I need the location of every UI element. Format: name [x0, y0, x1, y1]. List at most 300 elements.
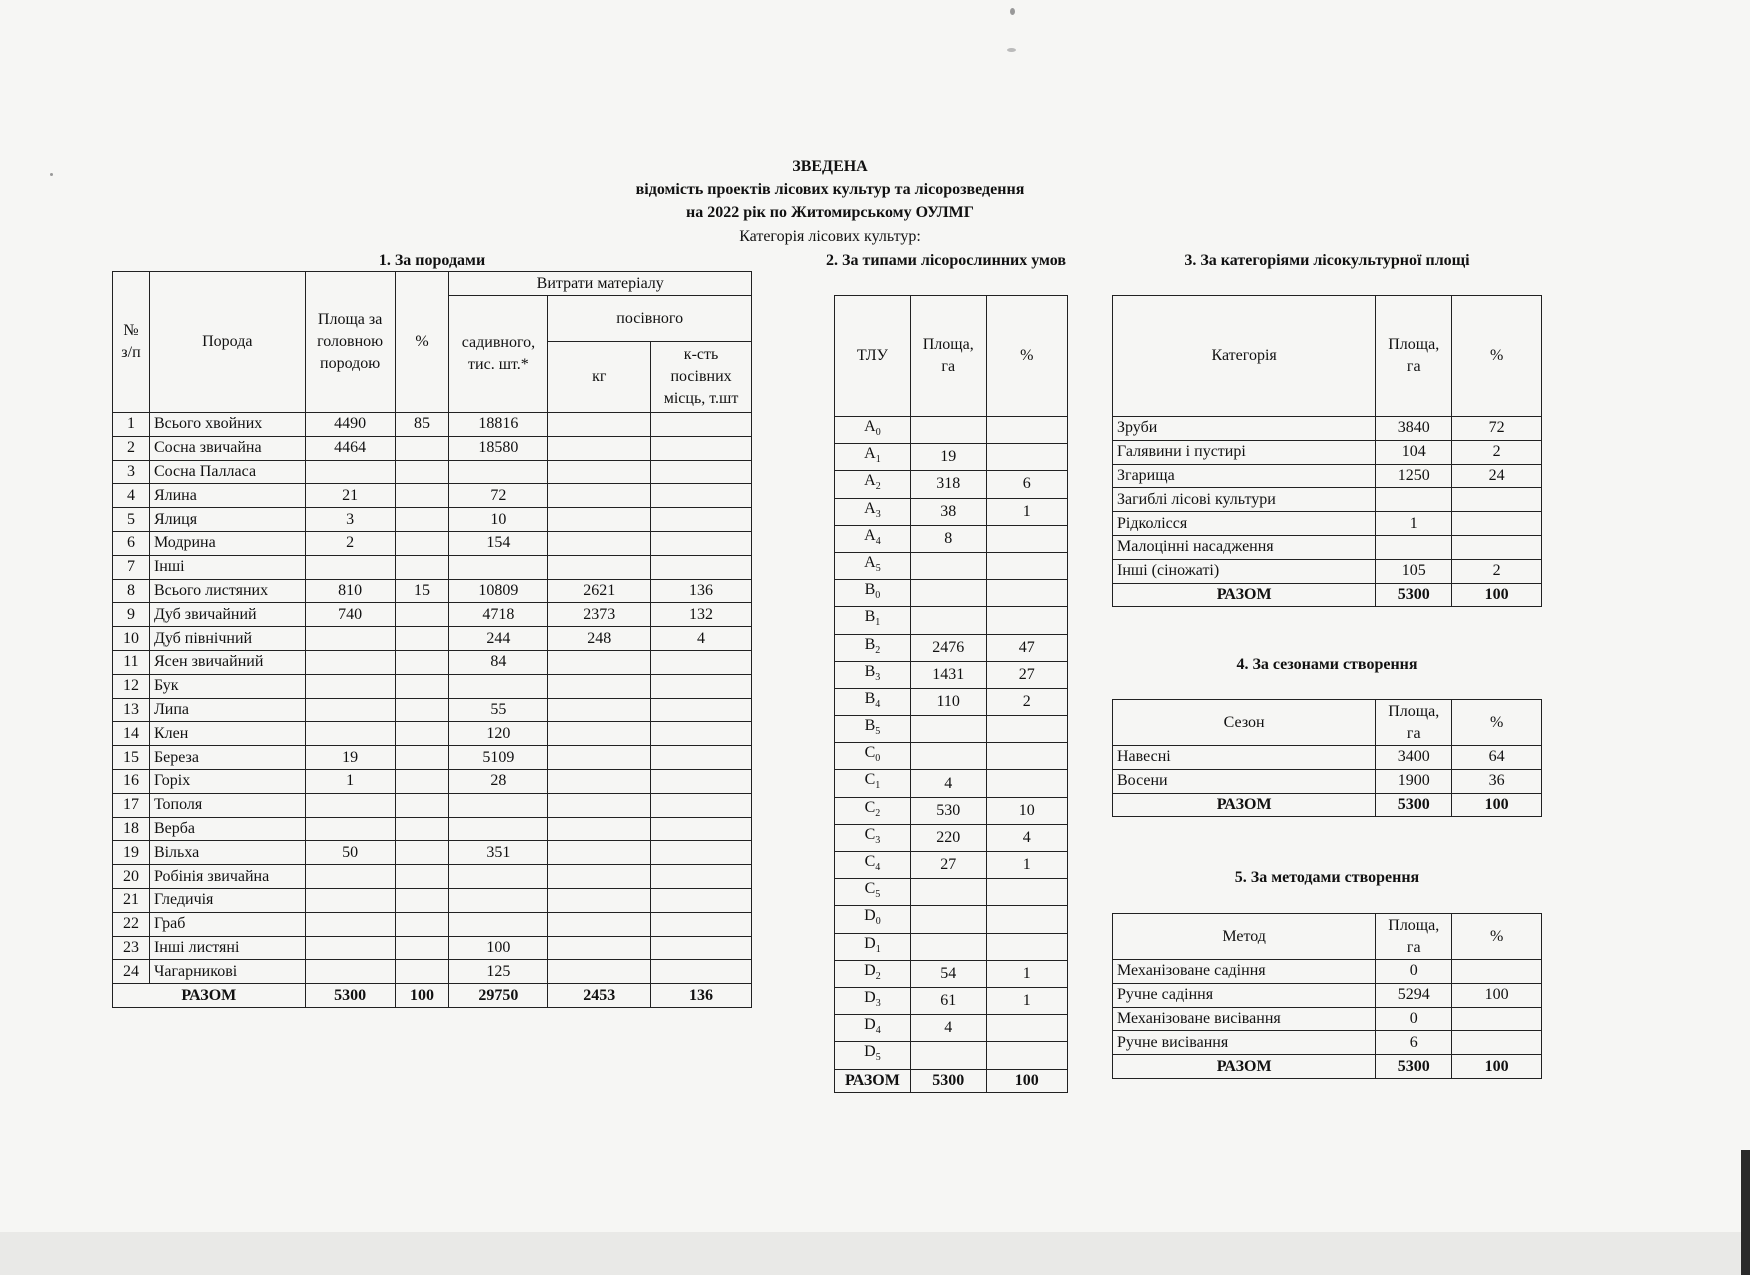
row-number: 20 — [113, 865, 150, 889]
species-area — [305, 865, 395, 889]
tlu-table — [834, 295, 1068, 1093]
seasons-area: 1900 — [1376, 769, 1452, 793]
species-planting: 100 — [449, 936, 548, 960]
row-number: 13 — [113, 698, 150, 722]
species-name: Сосна звичайна — [149, 436, 305, 460]
tlu-area: 54 — [910, 960, 986, 987]
tlu-code — [835, 797, 911, 824]
species-area — [305, 555, 395, 579]
tlu-pct — [986, 580, 1067, 607]
col-area-header: Площа за головною породою — [305, 272, 395, 413]
tlu-index: 4 — [875, 699, 881, 711]
tlu-code — [835, 661, 911, 688]
species-planting: 28 — [449, 769, 548, 793]
species-planting: 10809 — [449, 579, 548, 603]
tlu-index: 0 — [875, 590, 881, 602]
species-pct — [395, 841, 449, 865]
tlu-pct: 2 — [986, 688, 1067, 715]
species-kg — [548, 650, 651, 674]
tlu-letter: D — [864, 1016, 876, 1034]
tlu-letter: D — [864, 988, 876, 1006]
species-name: Верба — [149, 817, 305, 841]
tlu-letter: D — [864, 934, 876, 952]
methods-name: Механізоване висівання — [1113, 1007, 1376, 1031]
method-pct-header: % — [1452, 914, 1542, 960]
species-pct — [395, 698, 449, 722]
scan-speck — [50, 173, 53, 176]
species-pct: 85 — [395, 413, 449, 437]
tlu-index: 1 — [875, 943, 881, 955]
tlu-pct — [986, 417, 1067, 444]
species-name: Ясен звичайний — [149, 650, 305, 674]
species-area: 740 — [305, 603, 395, 627]
methods-table — [1112, 913, 1542, 1079]
tlu-area: 1431 — [910, 661, 986, 688]
table-row — [113, 746, 752, 770]
tlu-index: 1 — [875, 617, 881, 629]
total-kg: 2453 — [548, 984, 651, 1008]
species-planting: 5109 — [449, 746, 548, 770]
table-row — [1113, 1031, 1542, 1055]
tlu-letter: A — [864, 445, 876, 463]
table-row — [835, 661, 1068, 688]
total-pct: 100 — [986, 1069, 1067, 1093]
species-area — [305, 793, 395, 817]
species-name: Всього листяних — [149, 579, 305, 603]
species-area: 4490 — [305, 413, 395, 437]
methods-name: Ручне садіння — [1113, 983, 1376, 1007]
categories-area: 3840 — [1376, 417, 1452, 441]
tlu-pct: 6 — [986, 471, 1067, 498]
species-name: Ялина — [149, 484, 305, 508]
tlu-area — [910, 743, 986, 770]
species-pct — [395, 555, 449, 579]
table-row — [835, 824, 1068, 851]
seasons-area: 3400 — [1376, 746, 1452, 770]
total-pct: 100 — [395, 984, 449, 1008]
species-planting: 244 — [449, 627, 548, 651]
categories-table — [1112, 295, 1542, 607]
table-row — [113, 698, 752, 722]
tlu-index: 5 — [875, 889, 881, 901]
species-planting — [449, 817, 548, 841]
tlu-pct — [986, 444, 1067, 471]
tlu-pct: 1 — [986, 960, 1067, 987]
table-row — [835, 471, 1068, 498]
species-kg — [548, 722, 651, 746]
tlu-area — [910, 417, 986, 444]
species-planting: 125 — [449, 960, 548, 984]
tlu-letter: A — [864, 499, 876, 517]
methods-pct — [1452, 1007, 1542, 1031]
species-area: 1 — [305, 769, 395, 793]
species-seedplaces — [651, 555, 752, 579]
tlu-area — [910, 580, 986, 607]
tlu-letter: A — [864, 526, 876, 544]
tlu-code — [835, 1042, 911, 1069]
total-label: РАЗОМ — [113, 984, 306, 1008]
methods-name: Механізоване садіння — [1113, 960, 1376, 984]
culture-category-label: Категорія лісових культур: — [739, 228, 921, 245]
table-row — [1113, 440, 1542, 464]
table-row — [835, 580, 1068, 607]
table-row — [835, 879, 1068, 906]
tlu-area — [910, 933, 986, 960]
table-row — [835, 1042, 1068, 1069]
species-kg — [548, 936, 651, 960]
table-row — [113, 413, 752, 437]
total-row — [1113, 793, 1542, 817]
categories-name: Малоцінні насадження — [1113, 535, 1376, 559]
species-seedplaces — [651, 674, 752, 698]
tlu-index: 5 — [875, 563, 881, 575]
tlu-area — [910, 552, 986, 579]
species-seedplaces — [651, 817, 752, 841]
table-row — [1113, 464, 1542, 488]
tlu-code — [835, 580, 911, 607]
tlu-index: 0 — [875, 916, 881, 928]
table-row — [113, 865, 752, 889]
species-pct: 15 — [395, 579, 449, 603]
species-name: Чагарникові — [149, 960, 305, 984]
species-area — [305, 650, 395, 674]
row-number: 1 — [113, 413, 150, 437]
species-area — [305, 936, 395, 960]
species-name: Клен — [149, 722, 305, 746]
tlu-pct — [986, 525, 1067, 552]
tlu-letter: A — [864, 472, 876, 490]
tlu-pct: 27 — [986, 661, 1067, 688]
tlu-letter: B — [864, 717, 876, 735]
tlu-index: 1 — [875, 780, 881, 792]
species-pct — [395, 817, 449, 841]
table-row — [1113, 983, 1542, 1007]
categories-name: Згарища — [1113, 464, 1376, 488]
total-row — [1113, 1055, 1542, 1079]
tlu-index: 4 — [875, 535, 881, 547]
species-seedplaces: 132 — [651, 603, 752, 627]
total-pct: 100 — [1452, 793, 1542, 817]
table-row — [835, 525, 1068, 552]
species-area: 3 — [305, 508, 395, 532]
row-number: 16 — [113, 769, 150, 793]
categories-name: Зруби — [1113, 417, 1376, 441]
species-planting: 55 — [449, 698, 548, 722]
species-area — [305, 888, 395, 912]
table-row — [1113, 417, 1542, 441]
species-pct — [395, 746, 449, 770]
species-planting: 120 — [449, 722, 548, 746]
row-number: 19 — [113, 841, 150, 865]
table-row — [113, 627, 752, 651]
tlu-code — [835, 498, 911, 525]
categories-pct: 2 — [1452, 559, 1542, 583]
document-title: ЗВЕДЕНА — [792, 158, 868, 175]
methods-pct — [1452, 960, 1542, 984]
total-label: РАЗОМ — [1113, 583, 1376, 607]
table-row — [1113, 559, 1542, 583]
tlu-index: 4 — [875, 1025, 881, 1037]
tlu-index: 5 — [875, 1052, 881, 1064]
species-name: Сосна Палласа — [149, 460, 305, 484]
tlu-code — [835, 444, 911, 471]
tlu-code — [835, 1015, 911, 1042]
table-row — [1113, 960, 1542, 984]
species-kg — [548, 912, 651, 936]
tlu-pct — [986, 1015, 1067, 1042]
table-row — [835, 906, 1068, 933]
species-pct — [395, 531, 449, 555]
table-row — [113, 531, 752, 555]
seasons-pct: 36 — [1452, 769, 1542, 793]
tlu-code — [835, 770, 911, 797]
categories-pct — [1452, 512, 1542, 536]
species-planting: 154 — [449, 531, 548, 555]
table-row — [1113, 488, 1542, 512]
tlu-pct: 10 — [986, 797, 1067, 824]
species-area — [305, 698, 395, 722]
species-pct — [395, 436, 449, 460]
species-name: Вільха — [149, 841, 305, 865]
tlu-area: 8 — [910, 525, 986, 552]
species-name: Всього хвойних — [149, 413, 305, 437]
methods-area: 5294 — [1376, 983, 1452, 1007]
species-area: 19 — [305, 746, 395, 770]
species-pct — [395, 769, 449, 793]
tlu-pct — [986, 743, 1067, 770]
species-seedplaces — [651, 865, 752, 889]
species-name: Граб — [149, 912, 305, 936]
row-number: 8 — [113, 579, 150, 603]
species-area: 810 — [305, 579, 395, 603]
row-number: 5 — [113, 508, 150, 532]
total-label: РАЗОМ — [1113, 793, 1376, 817]
species-pct — [395, 722, 449, 746]
table-row — [113, 817, 752, 841]
species-kg — [548, 793, 651, 817]
tlu-pct — [986, 552, 1067, 579]
tlu-letter: B — [864, 581, 876, 599]
table-row — [113, 888, 752, 912]
tlu-pct — [986, 1042, 1067, 1069]
species-seedplaces — [651, 531, 752, 555]
table-row — [113, 508, 752, 532]
tlu-letter: B — [864, 635, 876, 653]
species-kg: 2621 — [548, 579, 651, 603]
tlu-pct — [986, 607, 1067, 634]
col-sowing-header: посівного — [548, 296, 752, 342]
tlu-area: 27 — [910, 852, 986, 879]
species-pct — [395, 460, 449, 484]
tlu-pct: 1 — [986, 852, 1067, 879]
tlu-area-header: Площа, га — [910, 296, 986, 417]
tlu-index: 2 — [875, 644, 881, 656]
col-num-header: № з/п — [113, 272, 150, 413]
species-name: Ялиця — [149, 508, 305, 532]
tlu-area: 61 — [910, 987, 986, 1014]
species-name: Модрина — [149, 531, 305, 555]
tlu-pct — [986, 933, 1067, 960]
tlu-pct: 47 — [986, 634, 1067, 661]
row-number: 10 — [113, 627, 150, 651]
species-seedplaces — [651, 888, 752, 912]
methods-area: 0 — [1376, 1007, 1452, 1031]
season-area-header: Площа, га — [1376, 700, 1452, 746]
row-number: 18 — [113, 817, 150, 841]
species-area — [305, 460, 395, 484]
tlu-section-title: 2. За типами лісорослинних умов — [826, 252, 1066, 269]
tlu-letter: A — [864, 418, 876, 435]
tlu-area: 38 — [910, 498, 986, 525]
table-row — [835, 716, 1068, 743]
table-row — [113, 555, 752, 579]
table-row — [113, 579, 752, 603]
total-pct: 100 — [1452, 583, 1542, 607]
col-planting-header: садивного, тис. шт.* — [449, 296, 548, 413]
tlu-code — [835, 634, 911, 661]
table-row — [835, 743, 1068, 770]
row-number: 14 — [113, 722, 150, 746]
species-planting — [449, 555, 548, 579]
tlu-letter: C — [864, 771, 876, 789]
species-pct — [395, 650, 449, 674]
tlu-area: 530 — [910, 797, 986, 824]
species-kg — [548, 746, 651, 770]
row-number: 22 — [113, 912, 150, 936]
species-seedplaces — [651, 650, 752, 674]
species-planting: 84 — [449, 650, 548, 674]
species-kg: 248 — [548, 627, 651, 651]
total-area: 5300 — [1376, 583, 1452, 607]
species-kg — [548, 841, 651, 865]
total-seedplaces: 136 — [651, 984, 752, 1008]
row-number: 24 — [113, 960, 150, 984]
col-kg-header: кг — [548, 342, 651, 413]
tlu-code — [835, 552, 911, 579]
tlu-letter: C — [864, 825, 876, 843]
scan-bottom-edge — [0, 1232, 1750, 1275]
categories-area — [1376, 535, 1452, 559]
table-row — [113, 603, 752, 627]
row-number: 6 — [113, 531, 150, 555]
tlu-index: 3 — [875, 671, 881, 683]
species-seedplaces — [651, 413, 752, 437]
species-seedplaces — [651, 698, 752, 722]
species-section-title: 1. За породами — [378, 252, 486, 269]
table-row — [835, 852, 1068, 879]
tlu-letter: D — [864, 1043, 876, 1061]
tlu-index: 3 — [875, 508, 881, 520]
seasons-pct: 64 — [1452, 746, 1542, 770]
total-label: РАЗОМ — [835, 1069, 911, 1093]
tlu-code — [835, 688, 911, 715]
species-seedplaces — [651, 912, 752, 936]
tlu-area — [910, 1042, 986, 1069]
tlu-index: 1 — [875, 454, 881, 466]
species-pct — [395, 793, 449, 817]
species-name: Бук — [149, 674, 305, 698]
row-number: 11 — [113, 650, 150, 674]
species-seedplaces — [651, 460, 752, 484]
tlu-area — [910, 879, 986, 906]
total-row — [1113, 583, 1542, 607]
species-name: Робінія звичайна — [149, 865, 305, 889]
total-label: РАЗОМ — [1113, 1055, 1376, 1079]
tlu-index: 2 — [875, 481, 881, 493]
tlu-code — [835, 824, 911, 851]
tlu-area — [910, 906, 986, 933]
species-name: Дуб північний — [149, 627, 305, 651]
species-seedplaces: 4 — [651, 627, 752, 651]
table-row — [835, 498, 1068, 525]
table-row — [113, 650, 752, 674]
tlu-pct — [986, 770, 1067, 797]
species-area: 2 — [305, 531, 395, 555]
table-row — [113, 793, 752, 817]
methods-section-title: 5. За методами створення — [1234, 869, 1420, 886]
categories-pct — [1452, 488, 1542, 512]
categories-area: 104 — [1376, 440, 1452, 464]
methods-area: 0 — [1376, 960, 1452, 984]
species-kg — [548, 460, 651, 484]
tlu-area: 4 — [910, 1015, 986, 1042]
table-row — [113, 936, 752, 960]
cat-pct-header: % — [1452, 296, 1542, 417]
tlu-code — [835, 471, 911, 498]
species-seedplaces — [651, 508, 752, 532]
species-seedplaces — [651, 722, 752, 746]
row-number: 7 — [113, 555, 150, 579]
tlu-col-header: ТЛУ — [835, 296, 911, 417]
tlu-index: 0 — [875, 753, 881, 765]
seasons-section-title: 4. За сезонами створення — [1236, 656, 1418, 673]
categories-name: Загиблі лісові культури — [1113, 488, 1376, 512]
species-seedplaces: 136 — [651, 579, 752, 603]
categories-area — [1376, 488, 1452, 512]
cat-col-header: Категорія — [1113, 296, 1376, 417]
tlu-index: 2 — [875, 807, 881, 819]
species-kg — [548, 865, 651, 889]
species-kg — [548, 888, 651, 912]
species-pct — [395, 912, 449, 936]
tlu-letter: D — [864, 907, 876, 925]
species-kg — [548, 960, 651, 984]
tlu-index: 0 — [875, 427, 881, 439]
col-material-header: Витрати матеріалу — [449, 272, 752, 296]
species-kg — [548, 817, 651, 841]
table-row — [113, 436, 752, 460]
species-kg — [548, 555, 651, 579]
tlu-area: 318 — [910, 471, 986, 498]
tlu-area: 110 — [910, 688, 986, 715]
categories-pct: 72 — [1452, 417, 1542, 441]
scan-speck — [1007, 48, 1016, 52]
tlu-code — [835, 906, 911, 933]
row-number: 2 — [113, 436, 150, 460]
tlu-index: 2 — [875, 970, 881, 982]
scan-speck — [1010, 8, 1015, 15]
total-row — [113, 984, 752, 1008]
tlu-area — [910, 607, 986, 634]
species-pct — [395, 960, 449, 984]
tlu-pct: 1 — [986, 987, 1067, 1014]
season-col-header: Сезон — [1113, 700, 1376, 746]
methods-pct — [1452, 1031, 1542, 1055]
tlu-area: 2476 — [910, 634, 986, 661]
species-planting: 351 — [449, 841, 548, 865]
document-period: на 2022 рік по Житомирському ОУЛМГ — [686, 204, 974, 221]
table-row — [835, 417, 1068, 444]
